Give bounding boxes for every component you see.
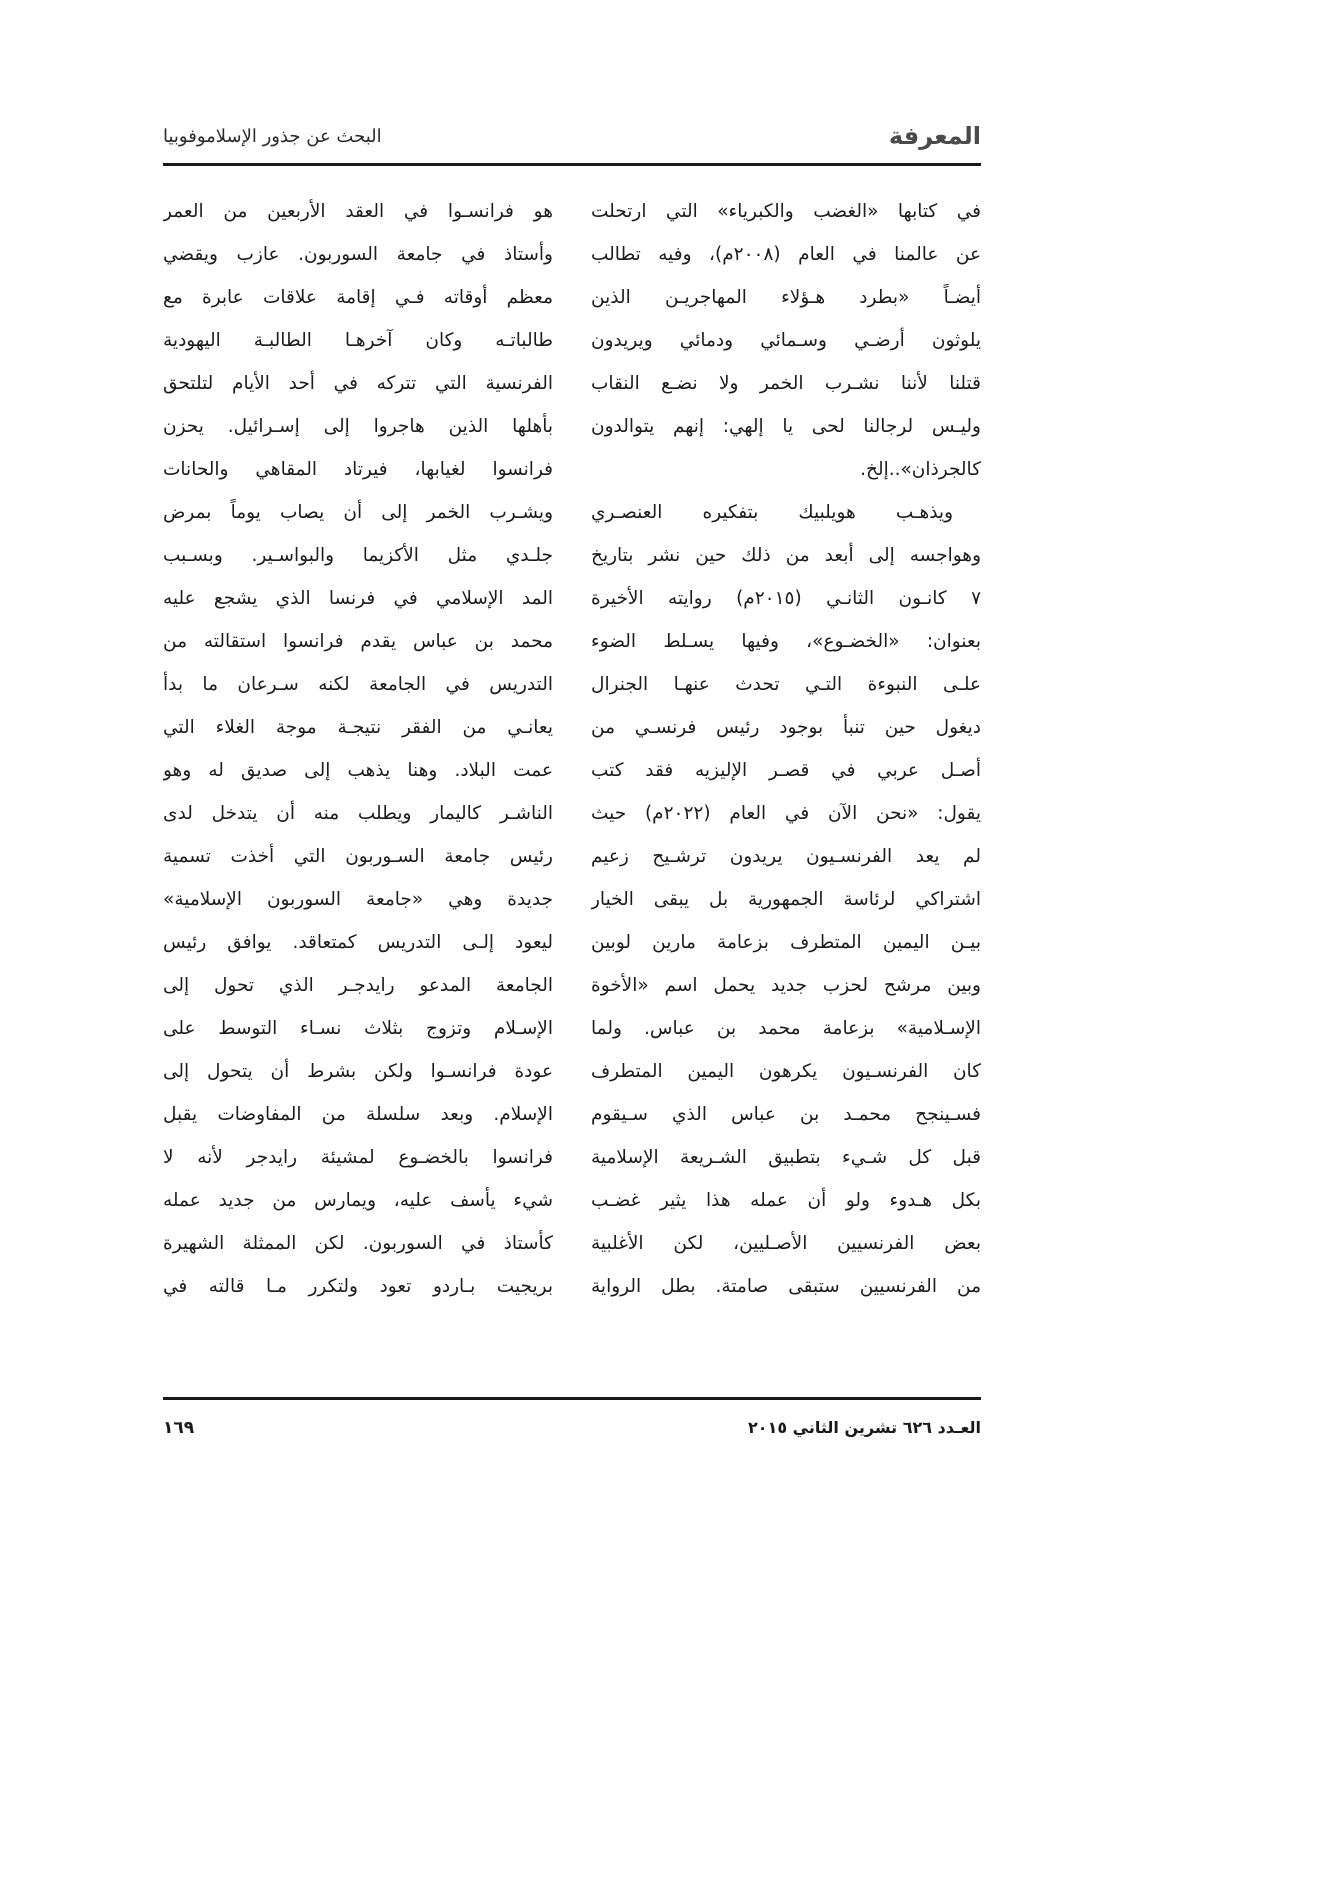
text-column-right <box>591 190 981 1308</box>
text-line: ويذهـب هويلبيك بتفكيره العنصـري <box>591 502 953 523</box>
text-line: رئيس جامعة السـوربون التي أخذت تسمية <box>163 846 553 867</box>
page-number: ١٦٩ <box>163 1418 195 1438</box>
text-line: بأهلها الذين هاجروا إلى إسـرائيل. يحزن <box>163 416 553 437</box>
text-line: كان الفرنسـيون يكرهون اليمين المتطرف <box>591 1061 981 1082</box>
text-column-left <box>163 190 553 1308</box>
text-line: الجامعة المدعو رايدجـر الذي تحول إلى <box>163 975 553 996</box>
text-line: جلـدي مثل الأكزيما والبواسـير. وبسـبب <box>163 545 553 566</box>
text-line: عن عالمنا في العام (٢٠٠٨م)، وفيه تطالب <box>591 244 981 265</box>
text-line: يعانـي من الفقر نتيجـة موجة الغلاء التي <box>163 717 553 738</box>
text-line: ٧ كانـون الثانـي (٢٠١٥م) روايته الأخيرة <box>591 588 981 609</box>
text-line: ديغول حين تنبأ بوجود رئيس فرنسـي من <box>591 717 981 738</box>
text-line: المد الإسلامي في فرنسا الذي يشجع عليه <box>163 588 553 609</box>
text-line: بيـن اليمين المتطرف بزعامة مارين لوبين <box>591 932 981 953</box>
running-title: البحث عن جذور الإسلاموفوبيا <box>163 126 382 147</box>
text-line: أصـل عربي في قصـر الإليزيه فقد كتب <box>591 760 981 781</box>
text-line: قبل كل شـيء بتطبيق الشـريعة الإسلامية <box>591 1147 981 1168</box>
footer-rule <box>163 1397 981 1400</box>
text-line: علـى النبوءة التـي تحدث عنهـا الجنرال <box>591 674 981 695</box>
text-line: الإسـلامية» بزعامة محمد بن عباس. ولما <box>591 1018 981 1039</box>
text-line: يلوثون أرضـي وسـمائي ودمائي ويريدون <box>591 330 981 351</box>
text-line: محمد بن عباس يقدم فرانسوا استقالته من <box>163 631 553 652</box>
page-header <box>163 120 981 160</box>
text-line: شيء يأسف عليه، ويمارس من جديد عمله <box>163 1190 553 1211</box>
text-line: طالباتـه وكان آخرهـا الطالبـة اليهودية <box>163 330 553 351</box>
text-line: الناشـر كاليمار ويطلب منه أن يتدخل لدى <box>163 803 553 824</box>
text-line: جديدة وهي «جامعة السوربون الإسلامية» <box>163 889 553 910</box>
text-line: معظم أوقاته فـي إقامة علاقات عابرة مع <box>163 287 553 308</box>
text-line: الفرنسية التي تتركه في أحد الأيام لتلتحق <box>163 373 553 394</box>
text-line: يقول: «نحن الآن في العام (٢٠٢٢م) حيث <box>591 803 981 824</box>
text-line: الإسلام. وبعد سلسلة من المفاوضات يقبل <box>163 1104 553 1125</box>
text-line: وهواجسه إلى أبعد من ذلك حين نشر بتاريخ <box>591 545 981 566</box>
text-line: أيضـاً «بطرد هـؤلاء المهاجريـن الذين <box>591 287 981 308</box>
text-line: فرانسوا بالخضـوع لمشيئة رايدجر لأنه لا <box>163 1147 553 1168</box>
text-line: هو فرانسـوا في العقد الأربعين من العمر <box>163 201 553 222</box>
text-line: ويشـرب الخمر إلى أن يصاب يوماً بمرض <box>163 502 553 523</box>
page-footer <box>163 1418 981 1448</box>
text-line: عمت البلاد. وهنا يذهب إلى صديق له وهو <box>163 760 553 781</box>
text-line: بكل هـدوء ولو أن عمله هذا يثير غضـب <box>591 1190 981 1211</box>
magazine-logo: المعرفة <box>888 122 981 150</box>
text-line: وأستاذ في جامعة السوربون. عازب ويقضي <box>163 244 553 265</box>
text-line: وليـس لرجالنا لحى يا إلهي: إنهم يتوالدون <box>591 416 981 437</box>
text-line: عودة فرانسـوا ولكن بشرط أن يتحول إلى <box>163 1061 553 1082</box>
text-line: كأستاذ في السوربون. لكن الممثلة الشهيرة <box>163 1233 553 1254</box>
text-line: لم يعد الفرنسـيون يريدون ترشـيح زعيم <box>591 846 981 867</box>
text-line: فسـينجح محمـد بن عباس الذي سـيقوم <box>591 1104 981 1125</box>
text-line: التدريس في الجامعة لكنه سـرعان ما بدأ <box>163 674 553 695</box>
text-line: قتلنا لأننا نشـرب الخمر ولا نضـع النقاب <box>591 373 981 394</box>
text-line: بعض الفرنسيين الأصـليين، لكن الأغلبية <box>591 1233 981 1254</box>
issue-info: العـدد ٦٢٦ تشرين الثاني ٢٠١٥ <box>748 1418 981 1437</box>
text-line: من الفرنسيين ستبقى صامتة. بطل الرواية <box>591 1276 981 1297</box>
text-line: اشتراكي لرئاسة الجمهورية بل يبقى الخيار <box>591 889 981 910</box>
text-line: كالجرذان»..إلخ. <box>860 459 981 480</box>
text-line: فرانسوا لغيابها، فيرتاد المقاهي والحانات <box>163 459 553 480</box>
header-rule <box>163 163 981 166</box>
text-line: الإسـلام وتزوج بثلاث نسـاء التوسط على <box>163 1018 553 1039</box>
text-line: بريجيت بـاردو تعود ولتكرر مـا قالته في <box>163 1276 553 1297</box>
text-line: ليعود إلـى التدريس كمتعاقد. يوافق رئيس <box>163 932 553 953</box>
text-line: وبين مرشح لحزب جديد يحمل اسم «الأخوة <box>591 975 981 996</box>
text-line: في كتابها «الغضب والكبرياء» التي ارتحلت <box>591 201 981 222</box>
text-line: بعنوان: «الخضـوع»، وفيها يسـلط الضوء <box>591 631 981 652</box>
